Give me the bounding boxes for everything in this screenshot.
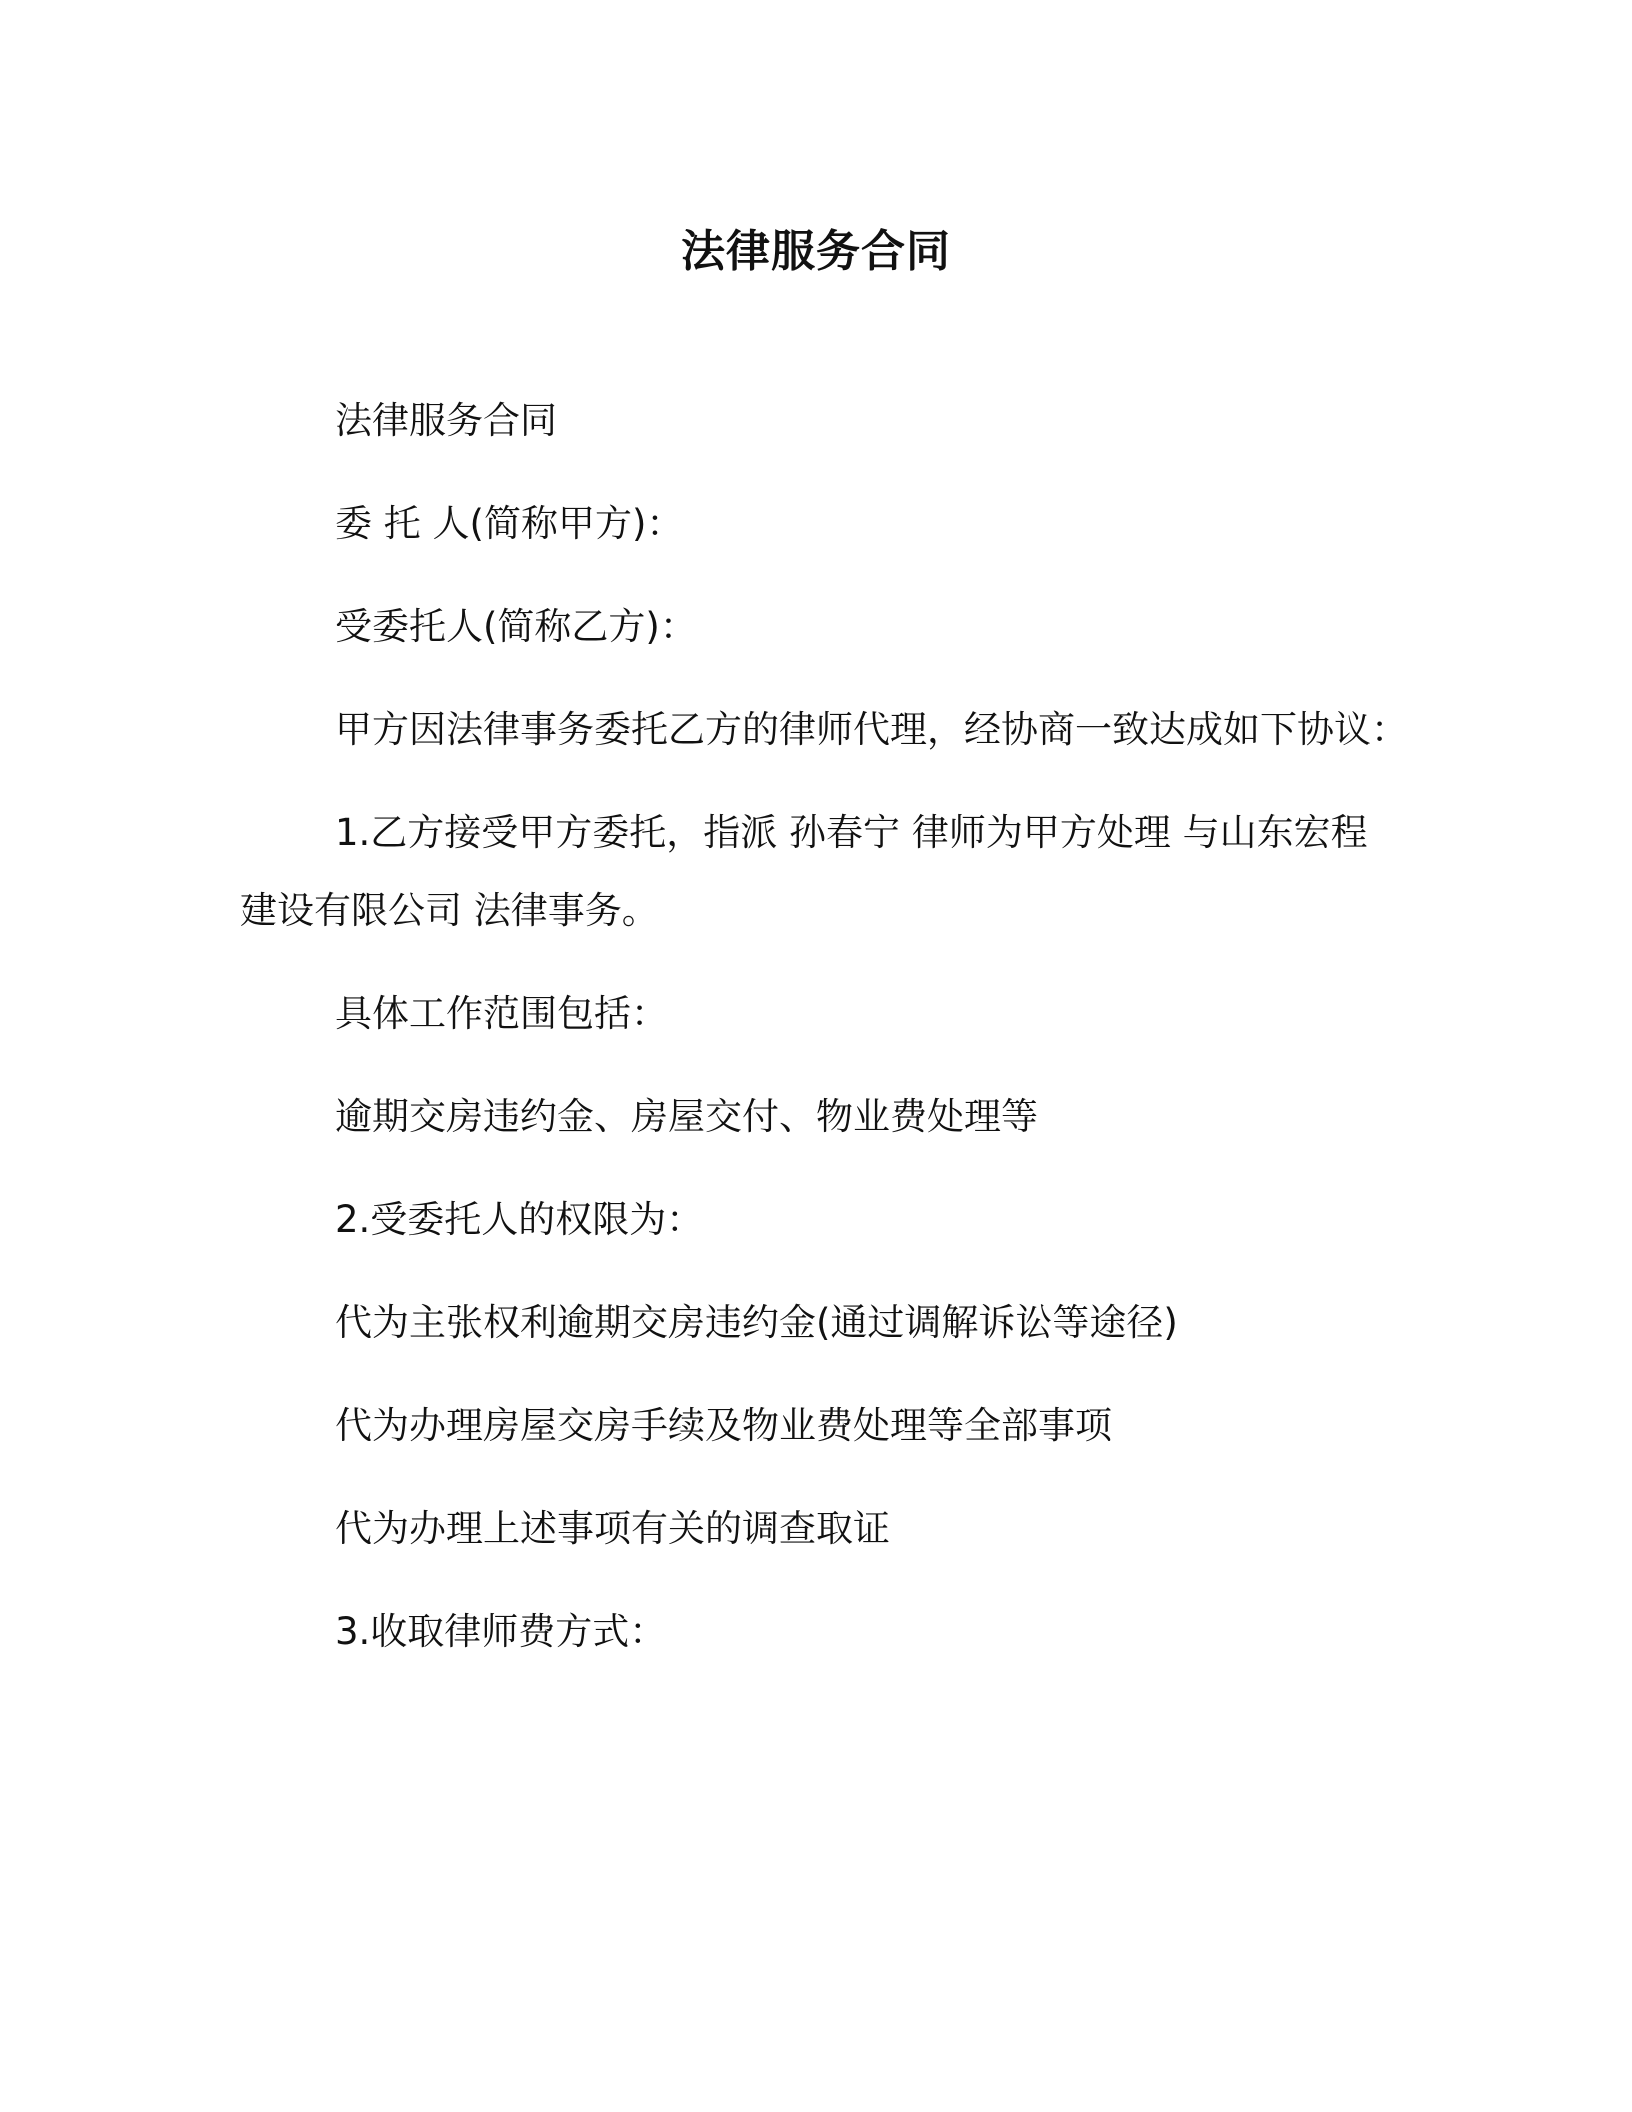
paragraph-client: 委 托 人(简称甲方)： — [335, 502, 684, 545]
paragraph-scope-heading: 具体工作范围包括： — [335, 992, 668, 1035]
paragraph-clause-1-continued: 建设有限公司 法律事务。 — [240, 889, 659, 932]
paragraph-heading: 法律服务合同 — [335, 399, 557, 442]
paragraph-agent: 受委托人(简称乙方)： — [335, 605, 697, 648]
document-title: 法律服务合同 — [681, 226, 951, 277]
paragraph-intro: 甲方因法律事务委托乙方的律师代理，经协商一致达成如下协议： — [335, 708, 1408, 751]
paragraph-clause-3: 3.收取律师费方式： — [335, 1610, 667, 1653]
paragraph-clause-2: 2.受委托人的权限为： — [335, 1198, 704, 1241]
paragraph-authority-3: 代为办理上述事项有关的调查取证 — [335, 1507, 890, 1550]
paragraph-authority-1: 代为主张权利逾期交房违约金(通过调解诉讼等途径) — [335, 1301, 1178, 1344]
paragraph-clause-1: 1.乙方接受甲方委托，指派 孙春宁 律师为甲方处理 与山东宏程 — [335, 811, 1368, 854]
paragraph-authority-2: 代为办理房屋交房手续及物业费处理等全部事项 — [335, 1404, 1112, 1447]
paragraph-scope-items: 逾期交房违约金、房屋交付、物业费处理等 — [335, 1095, 1038, 1138]
